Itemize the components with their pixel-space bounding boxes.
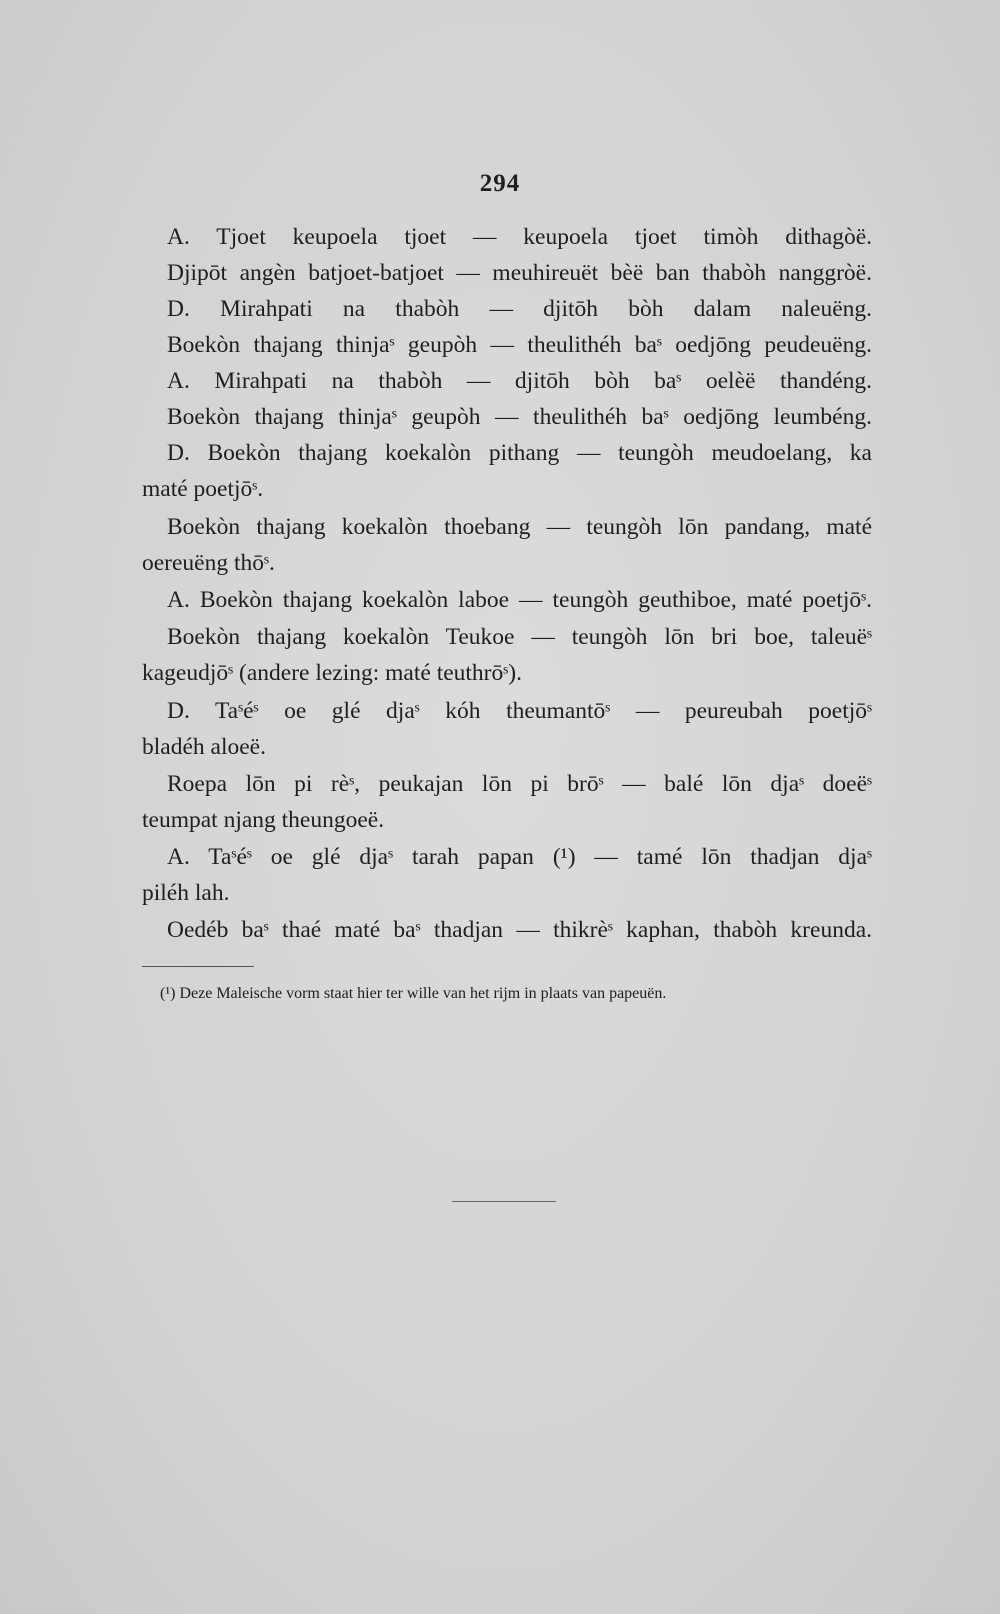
text-line: kageudjōˢ (andere lezing: maté teuthrōˢ). bbox=[142, 660, 522, 686]
text-line: Boekòn thajang koekalòn Teukoe — teungòh lōn bri boe, taleuëˢ bbox=[167, 624, 872, 650]
text-line: maté poetjōˢ. bbox=[142, 476, 264, 502]
text-line: Boekòn thajang koekalòn thoebang — teungòh lōn pandang, maté bbox=[167, 514, 872, 540]
footnote: (¹) Deze Maleische vorm staat hier ter wille van het rijm in plaats van papeuën. bbox=[160, 985, 667, 1002]
text-line: A. Boekòn thajang koekalòn laboe — teungòh geuthiboe, maté poetjōˢ. bbox=[167, 587, 872, 613]
text-line: Oedéb baˢ thaé maté baˢ thadjan — thikrèˢ kaphan, thabòh kreunda. bbox=[167, 917, 872, 943]
text-line: bladéh aloeë. bbox=[142, 734, 266, 760]
text-line: D. Boekòn thajang koekalòn pithang — teungòh meudoelang, ka bbox=[167, 440, 872, 466]
end-divider bbox=[452, 1201, 556, 1202]
footnote-divider bbox=[142, 966, 254, 967]
text-line: D. Taˢéˢ oe glé djaˢ kóh theumantōˢ — peureubah poetjōˢ bbox=[167, 698, 872, 724]
page-number: 294 bbox=[479, 170, 521, 197]
text-line: oereuëng thōˢ. bbox=[142, 550, 275, 576]
text-line: Roepa lōn pi rèˢ, peukajan lōn pi brōˢ — balé lōn djaˢ doeëˢ bbox=[167, 771, 872, 797]
text-line: A. Taˢéˢ oe glé djaˢ tarah papan (¹) — tamé lōn thadjan djaˢ bbox=[167, 844, 872, 870]
text-line: piléh lah. bbox=[142, 880, 230, 906]
text-line: A. Mirahpati na thabòh — djitōh bòh baˢ oelèë thandéng. bbox=[167, 368, 872, 394]
text-line: A. Tjoet keupoela tjoet — keupoela tjoet timòh dithagòë. bbox=[167, 224, 872, 250]
text-line: Djipōt angèn batjoet-batjoet — meuhireuët bèë ban thabòh nanggròë. bbox=[167, 260, 872, 286]
text-line: Boekòn thajang thinjaˢ geupòh — theulithéh baˢ oedjōng peudeuëng. bbox=[167, 332, 872, 358]
text-line: teumpat njang theungoeë. bbox=[142, 807, 385, 833]
text-line: Boekòn thajang thinjaˢ geupòh — theulithéh baˢ oedjōng leumbéng. bbox=[167, 404, 872, 430]
text-line: D. Mirahpati na thabòh — djitōh bòh dalam naleuëng. bbox=[167, 296, 872, 322]
